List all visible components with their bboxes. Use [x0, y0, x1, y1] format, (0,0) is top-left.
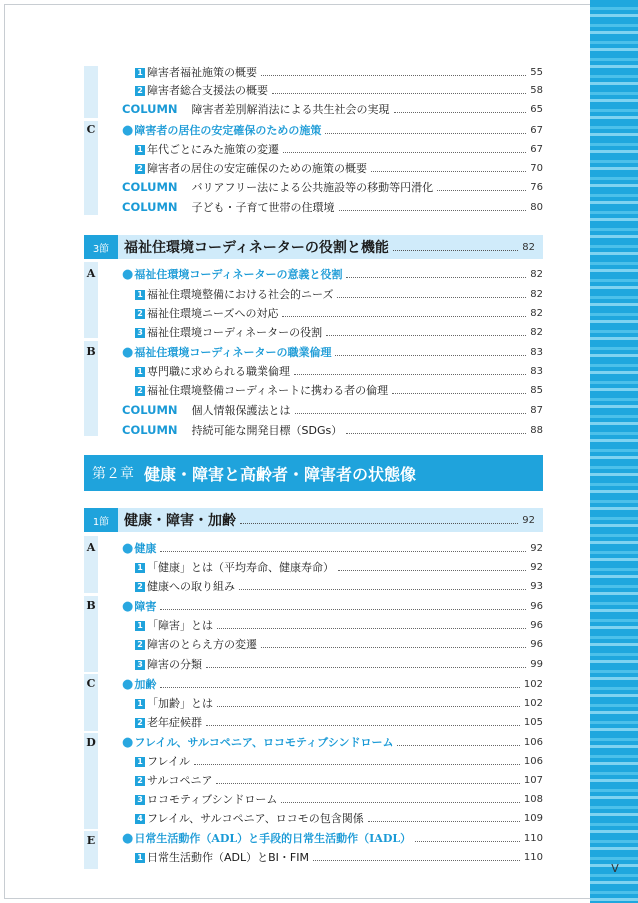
- toc-part-entry[interactable]: [122, 675, 543, 693]
- item-number-badge: 1: [135, 145, 145, 155]
- dot-leader: [313, 860, 520, 861]
- page-ref: 99: [530, 658, 543, 670]
- dot-leader: [217, 628, 526, 629]
- item-number-badge: 1: [135, 699, 145, 709]
- column-label: COLUMN: [122, 200, 178, 214]
- page-ref: 110: [523, 832, 543, 844]
- page-ref: 67: [530, 124, 543, 136]
- item-number-badge: 2: [135, 776, 145, 786]
- page-number: V: [611, 862, 619, 875]
- dot-leader: [326, 335, 526, 336]
- section-tag: 1節: [84, 508, 118, 532]
- toc-column-entry[interactable]: [122, 178, 543, 196]
- dot-leader: [160, 687, 520, 688]
- item-number-badge: 2: [135, 164, 145, 174]
- page-ref: 107: [523, 774, 543, 786]
- chapter-number: 第２章: [92, 466, 134, 482]
- circle-bullet-icon: ●: [122, 599, 134, 614]
- toc-part-entry[interactable]: [122, 539, 543, 557]
- circle-bullet-icon: ●: [122, 123, 134, 138]
- item-number-badge: 2: [135, 582, 145, 592]
- circle-bullet-icon: ●: [122, 735, 134, 750]
- item-number-badge: 1: [135, 853, 145, 863]
- dot-leader: [216, 783, 519, 784]
- toc-entry[interactable]: [135, 140, 543, 158]
- part-letter-b: B: [86, 599, 96, 612]
- dot-leader: [282, 316, 526, 317]
- page-ref: 109: [523, 812, 543, 824]
- toc-entry[interactable]: [135, 81, 543, 99]
- dot-leader: [206, 725, 520, 726]
- page-ref: 67: [530, 143, 543, 155]
- part-letter-c: C: [86, 677, 96, 690]
- circle-bullet-icon: ●: [122, 677, 134, 692]
- item-number-badge: 1: [135, 757, 145, 767]
- circle-bullet-icon: ●: [122, 831, 134, 846]
- dot-leader: [206, 667, 526, 668]
- dot-leader: [415, 841, 520, 842]
- section-header[interactable]: [84, 508, 543, 532]
- toc-part-entry[interactable]: [122, 597, 543, 615]
- dot-leader: [371, 171, 526, 172]
- page-ref: 92: [530, 561, 543, 573]
- entry-title: 専門職に求められる職業倫理: [147, 365, 290, 378]
- entry-title: 子ども・子育て世帯の住環境: [191, 201, 335, 214]
- entry-title: 個人情報保護法とは: [191, 404, 291, 417]
- toc-entry[interactable]: [135, 304, 543, 322]
- part-letter-e: E: [86, 834, 96, 847]
- page-ref: 93: [530, 580, 543, 592]
- toc-column-entry[interactable]: [122, 401, 543, 419]
- dot-leader: [346, 433, 526, 434]
- entry-title: 福祉住環境コーディネーターの意義と役割: [134, 268, 343, 281]
- page-ref: 96: [530, 638, 543, 650]
- part-letter-a: A: [86, 267, 96, 280]
- column-label: COLUMN: [122, 102, 178, 116]
- entry-title: 障害者総合支援法の概要: [147, 84, 268, 97]
- toc-entry[interactable]: [135, 616, 543, 634]
- dot-leader: [261, 647, 526, 648]
- item-number-badge: 1: [135, 290, 145, 300]
- entry-title: 日常生活動作（ADL）と手段的日常生活動作（IADL）: [134, 832, 412, 845]
- column-label: COLUMN: [122, 403, 178, 417]
- toc-entry[interactable]: [135, 159, 543, 177]
- page-ref: 88: [530, 424, 543, 436]
- item-number-badge: 2: [135, 386, 145, 396]
- column-label: COLUMN: [122, 423, 178, 437]
- toc-column-entry[interactable]: [122, 421, 543, 439]
- entry-title: 日常生活動作（ADL）とBI・FIM: [147, 851, 309, 864]
- entry-title: 持続可能な開発目標（SDGs）: [191, 424, 343, 437]
- page-ref: 108: [523, 793, 543, 805]
- toc-entry[interactable]: [135, 558, 543, 576]
- page-ref: 82: [530, 288, 543, 300]
- toc-entry[interactable]: [135, 694, 543, 712]
- dot-leader: [394, 112, 527, 113]
- dot-leader: [335, 355, 526, 356]
- page-ref: 65: [530, 103, 543, 115]
- dot-leader: [160, 609, 526, 610]
- item-number-badge: 2: [135, 718, 145, 728]
- part-letter-c: C: [86, 123, 96, 136]
- toc-part-entry[interactable]: [122, 343, 543, 361]
- section-title: 福祉住環境コーディネーターの役割と機能: [124, 240, 389, 256]
- dot-leader: [338, 570, 526, 571]
- toc-part-entry[interactable]: [122, 733, 543, 751]
- page-ref: 76: [530, 181, 543, 193]
- toc-column-entry[interactable]: [122, 100, 543, 118]
- section-header[interactable]: [84, 235, 543, 259]
- entry-title: 障害のとらえ方の変遷: [147, 638, 257, 651]
- entry-title: 障害者の居住の安定確保のための施策の概要: [147, 162, 367, 175]
- toc-entry[interactable]: [135, 362, 543, 380]
- item-number-badge: 3: [135, 660, 145, 670]
- toc-entry[interactable]: [135, 790, 543, 808]
- toc-entry[interactable]: [135, 771, 543, 789]
- item-number-badge: 2: [135, 86, 145, 96]
- item-number-badge: 3: [135, 328, 145, 338]
- dot-leader: [194, 764, 520, 765]
- entry-title: バリアフリー法による公共施設等の移動等円滑化: [191, 181, 434, 194]
- toc-entry[interactable]: [135, 381, 543, 399]
- item-number-badge: 1: [135, 367, 145, 377]
- entry-title: 健康への取り組み: [147, 580, 235, 593]
- entry-title: サルコペニア: [147, 774, 213, 787]
- entry-title: 障害: [134, 600, 157, 613]
- circle-bullet-icon: ●: [122, 345, 134, 360]
- dot-leader: [240, 523, 518, 524]
- entry-title: 加齢: [134, 678, 157, 691]
- toc-entry[interactable]: [135, 809, 543, 827]
- page-ref: 82: [530, 307, 543, 319]
- dot-leader: [392, 393, 526, 394]
- dot-leader: [239, 589, 526, 590]
- entry-title: 「障害」とは: [147, 619, 213, 632]
- dot-leader: [160, 551, 526, 552]
- entry-title: フレイル、サルコペニア、ロコモティブシンドローム: [134, 736, 394, 749]
- entry-title: 福祉住環境コーディネーターの職業倫理: [134, 346, 332, 359]
- page-ref: 87: [530, 404, 543, 416]
- entry-title: 福祉住環境整備コーディネートに携わる者の倫理: [147, 384, 389, 397]
- toc-column-entry[interactable]: [122, 198, 543, 216]
- entry-title: 福祉住環境整備における社会的ニーズ: [147, 288, 334, 301]
- item-number-badge: 1: [135, 563, 145, 573]
- page-ref: 82: [522, 241, 535, 253]
- chapter-banner[interactable]: [84, 455, 543, 491]
- entry-title: 福祉住環境コーディネーターの役割: [147, 326, 323, 339]
- item-number-badge: 2: [135, 640, 145, 650]
- item-number-badge: 1: [135, 68, 145, 78]
- item-number-badge: 2: [135, 309, 145, 319]
- toc-part-entry[interactable]: [122, 121, 543, 139]
- column-label: COLUMN: [122, 180, 178, 194]
- entry-title: 障害者差別解消法による共生社会の実現: [191, 103, 390, 116]
- entry-title: 「加齢」とは: [147, 697, 213, 710]
- page-ref: 92: [530, 542, 543, 554]
- page-ref: 80: [530, 201, 543, 213]
- dot-leader: [294, 374, 526, 375]
- toc-entry[interactable]: [135, 752, 543, 770]
- page-ref: 106: [523, 736, 543, 748]
- section-title: 健康・障害・加齢: [124, 513, 236, 529]
- dot-leader: [272, 93, 526, 94]
- entry-title: フレイル: [147, 755, 191, 768]
- page-ref: 70: [530, 162, 543, 174]
- entry-title: 老年症候群: [147, 716, 202, 729]
- dot-leader: [393, 250, 518, 251]
- entry-title: 福祉住環境ニーズへの対応: [147, 307, 279, 320]
- entry-title: フレイル、サルコペニア、ロコモの包含関係: [147, 812, 364, 825]
- page-ref: 102: [523, 697, 543, 709]
- toc-entry[interactable]: [135, 285, 543, 303]
- page-ref: 92: [522, 514, 535, 526]
- toc-entry[interactable]: [135, 63, 543, 81]
- page-ref: 106: [523, 755, 543, 767]
- dot-leader: [437, 190, 526, 191]
- entry-title: 年代ごとにみた施策の変遷: [147, 143, 279, 156]
- part-letter-d: D: [86, 736, 96, 749]
- dot-leader: [283, 152, 526, 153]
- toc-entry[interactable]: [135, 655, 543, 673]
- entry-title: 障害者福祉施策の概要: [147, 66, 257, 79]
- dot-leader: [295, 413, 527, 414]
- entry-title: 健康: [134, 542, 157, 555]
- page-ref: 102: [523, 678, 543, 690]
- dot-leader: [346, 277, 526, 278]
- item-number-badge: 3: [135, 795, 145, 805]
- toc-entry[interactable]: [135, 577, 543, 595]
- item-number-badge: 1: [135, 621, 145, 631]
- decorative-edge-stripe: [590, 0, 638, 903]
- toc-part-entry[interactable]: [122, 265, 543, 283]
- dot-leader: [397, 745, 519, 746]
- chapter-title: 健康・障害と高齢者・障害者の状態像: [144, 464, 417, 484]
- page-ref: 58: [530, 84, 543, 96]
- circle-bullet-icon: ●: [122, 541, 134, 556]
- dot-leader: [325, 133, 526, 134]
- toc-entry[interactable]: [135, 323, 543, 341]
- toc-entry[interactable]: [135, 635, 543, 653]
- toc-entry[interactable]: [135, 848, 543, 866]
- dot-leader: [337, 297, 526, 298]
- page-ref: 83: [530, 365, 543, 377]
- page-ref: 96: [530, 600, 543, 612]
- dot-leader: [281, 802, 520, 803]
- part-letter-a: A: [86, 541, 96, 554]
- dot-leader: [339, 210, 527, 211]
- toc-part-entry[interactable]: [122, 829, 543, 847]
- item-number-badge: 4: [135, 814, 145, 824]
- page-ref: 105: [523, 716, 543, 728]
- page-ref: 82: [530, 268, 543, 280]
- page-ref: 83: [530, 346, 543, 358]
- circle-bullet-icon: ●: [122, 267, 134, 282]
- page-ref: 85: [530, 384, 543, 396]
- part-letter-b: B: [86, 345, 96, 358]
- dot-leader: [217, 706, 520, 707]
- dot-leader: [261, 75, 526, 76]
- page-ref: 55: [530, 66, 543, 78]
- toc-entry[interactable]: [135, 713, 543, 731]
- page-ref: 110: [523, 851, 543, 863]
- entry-title: 障害の分類: [147, 658, 202, 671]
- gutter-top-b: [84, 66, 98, 118]
- page-ref: 96: [530, 619, 543, 631]
- section-tag: 3節: [84, 235, 118, 259]
- entry-title: 「健康」とは（平均寿命、健康寿命）: [147, 561, 334, 574]
- entry-title: 障害者の居住の安定確保のための施策: [134, 124, 322, 137]
- dot-leader: [368, 821, 520, 822]
- page-ref: 82: [530, 326, 543, 338]
- entry-title: ロコモティブシンドローム: [147, 793, 278, 806]
